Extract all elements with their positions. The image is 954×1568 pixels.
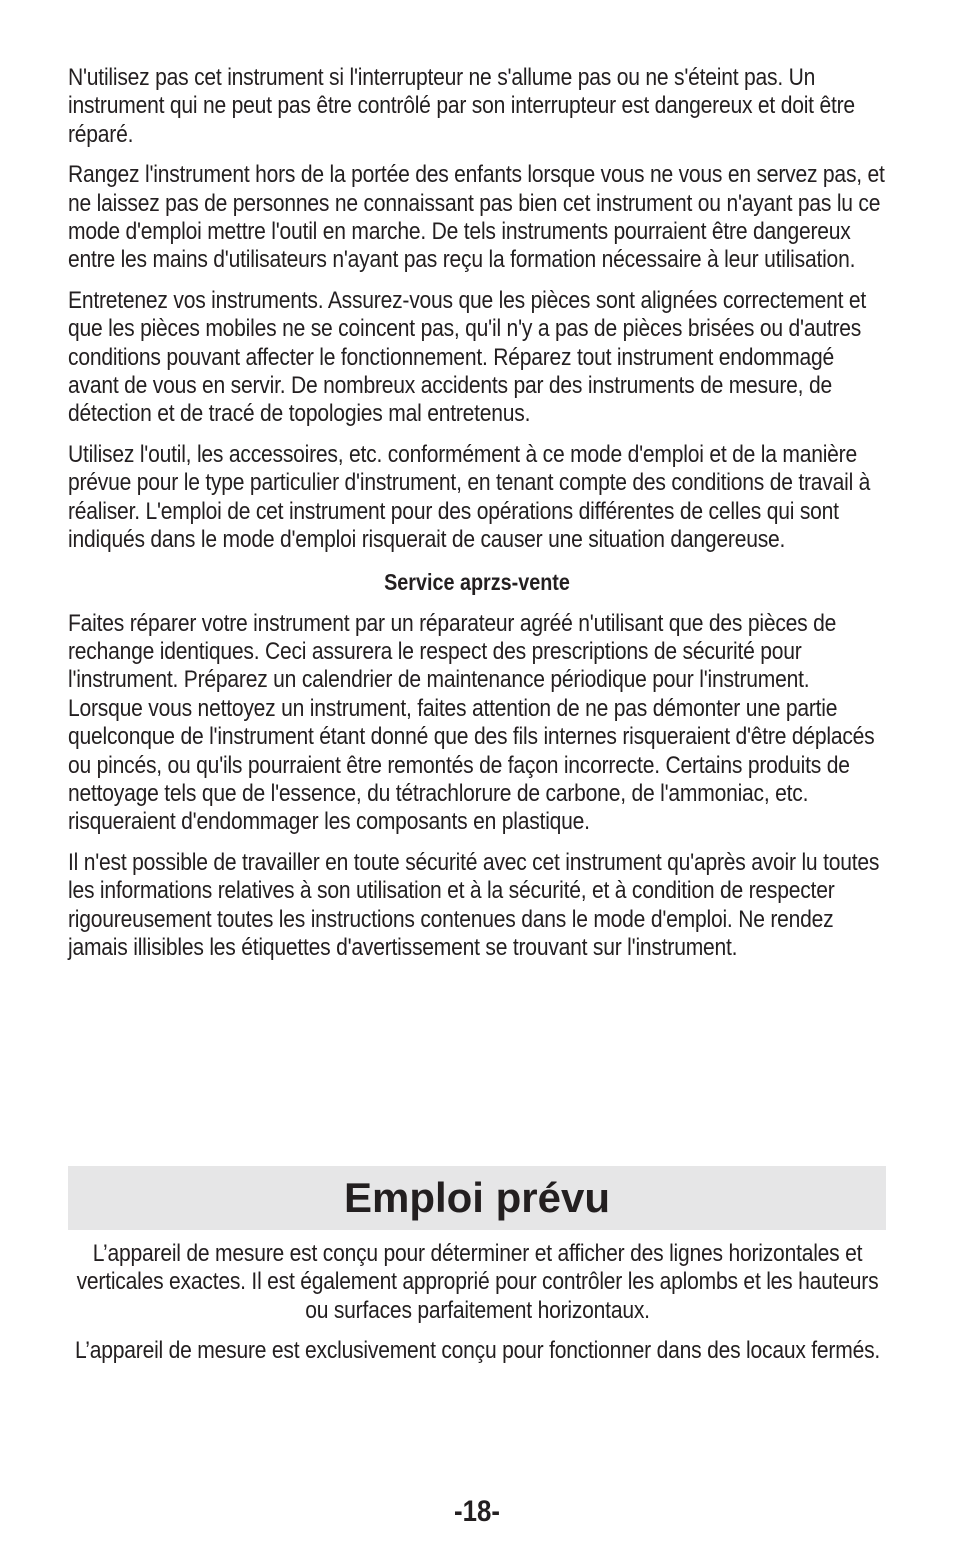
paragraph-repair: Faites réparer votre instrument par un réparateur agréé n'utilisant que des pièces de rechange identiques. Ceci assurera le respect des prescriptions de sécurité pour l'instrument. Préparez un calendrier de maintenance périodique pour l'instrument. Lorsque vous nettoyez un instrument, faites attention de ne pas démonter une partie quelconque de l'instrument étant donné que des fils internes risqueraient d'être déplacés ou pincés, ou qu'ils pourraient être remontés de façon incorrecte. Certains produits de nettoyage tels que de l'essence, du tétrachlorure de carbone, de l'ammoniac, etc. risqueraient d'endommager les composants en plastique. <box>68 609 875 836</box>
section-banner <box>68 1166 886 1230</box>
intended-use-block <box>68 1240 886 1378</box>
section-title: Emploi prévu <box>343 1174 611 1221</box>
intended-use-text: L’appareil de mesure est conçu pour déterminer et afficher des lignes horizontales et verticales exactes. Il est également approprié pour contrôler les aplombs et les hauteurs ou surfaces parfaitement horizontaux. <box>76 1240 878 1324</box>
service-heading: Service aprzs-vente <box>384 568 570 595</box>
paragraph-usage: Utilisez l'outil, les accessoires, etc. conformément à ce mode d'emploi et de la manière prévue pour le type particulier d'instrument, en tenant compte des conditions de travail à réaliser. L'emploi de cet instrument pour des opérations différentes de celles qui sont indiqués dans le mode d'emploi risquerait de causer une situation dangereuse. <box>68 440 871 554</box>
paragraph-switch-warning: N'utilisez pas cet instrument si l'interrupteur ne s'allume pas ou ne s'éteint pas. Un instrument qui ne peut pas être contrôlé par son interrupteur est dangereux et doit être réparé. <box>68 64 855 148</box>
page-number: -18- <box>454 1495 500 1528</box>
indoor-use-text: L’appareil de mesure est exclusivement conçu pour fonctionner dans des locaux fermés. <box>74 1337 880 1365</box>
paragraph-safety: Il n'est possible de travailler en toute sécurité avec cet instrument qu'après avoir lu toutes les informations relatives à son utilisation et à la sécurité, et à condition de respecter rigoureusement toutes les instructions contenues dans le mode d'emploi. Ne rendez jamais illisibles les étiquettes d'avertissement se trouvant sur l'instrument. <box>68 848 880 961</box>
paragraph-storage-warning: Rangez l'instrument hors de la portée des enfants lorsque vous ne vous en servez pas, et ne laissez pas de personnes ne connaissant pas bien cet instrument ou n'ayant pas lu ce mode d'emploi mettre l'outil en marche. De tels instruments pourraient être dangereux entre les mains d'utilisateurs n'ayant pas reçu la formation nécessaire à leur utilisation. <box>68 161 885 274</box>
paragraph-maintenance: Entretenez vos instruments. Assurez-vous que les pièces sont alignées correctement et que les pièces mobiles ne se coincent pas, qu'il n'y a pas de pièces brisées ou d'autres conditions pouvant affecter le fonctionnement. Réparez tout instrument endommagé avant de vous en servir. De nombreux accidents par des instruments de mesure, de détection et de tracé de topologies mal entretenus. <box>68 286 867 428</box>
indoor-use-paragraph <box>68 1337 886 1365</box>
document-body <box>68 64 886 974</box>
intended-use-paragraph <box>68 1240 886 1325</box>
